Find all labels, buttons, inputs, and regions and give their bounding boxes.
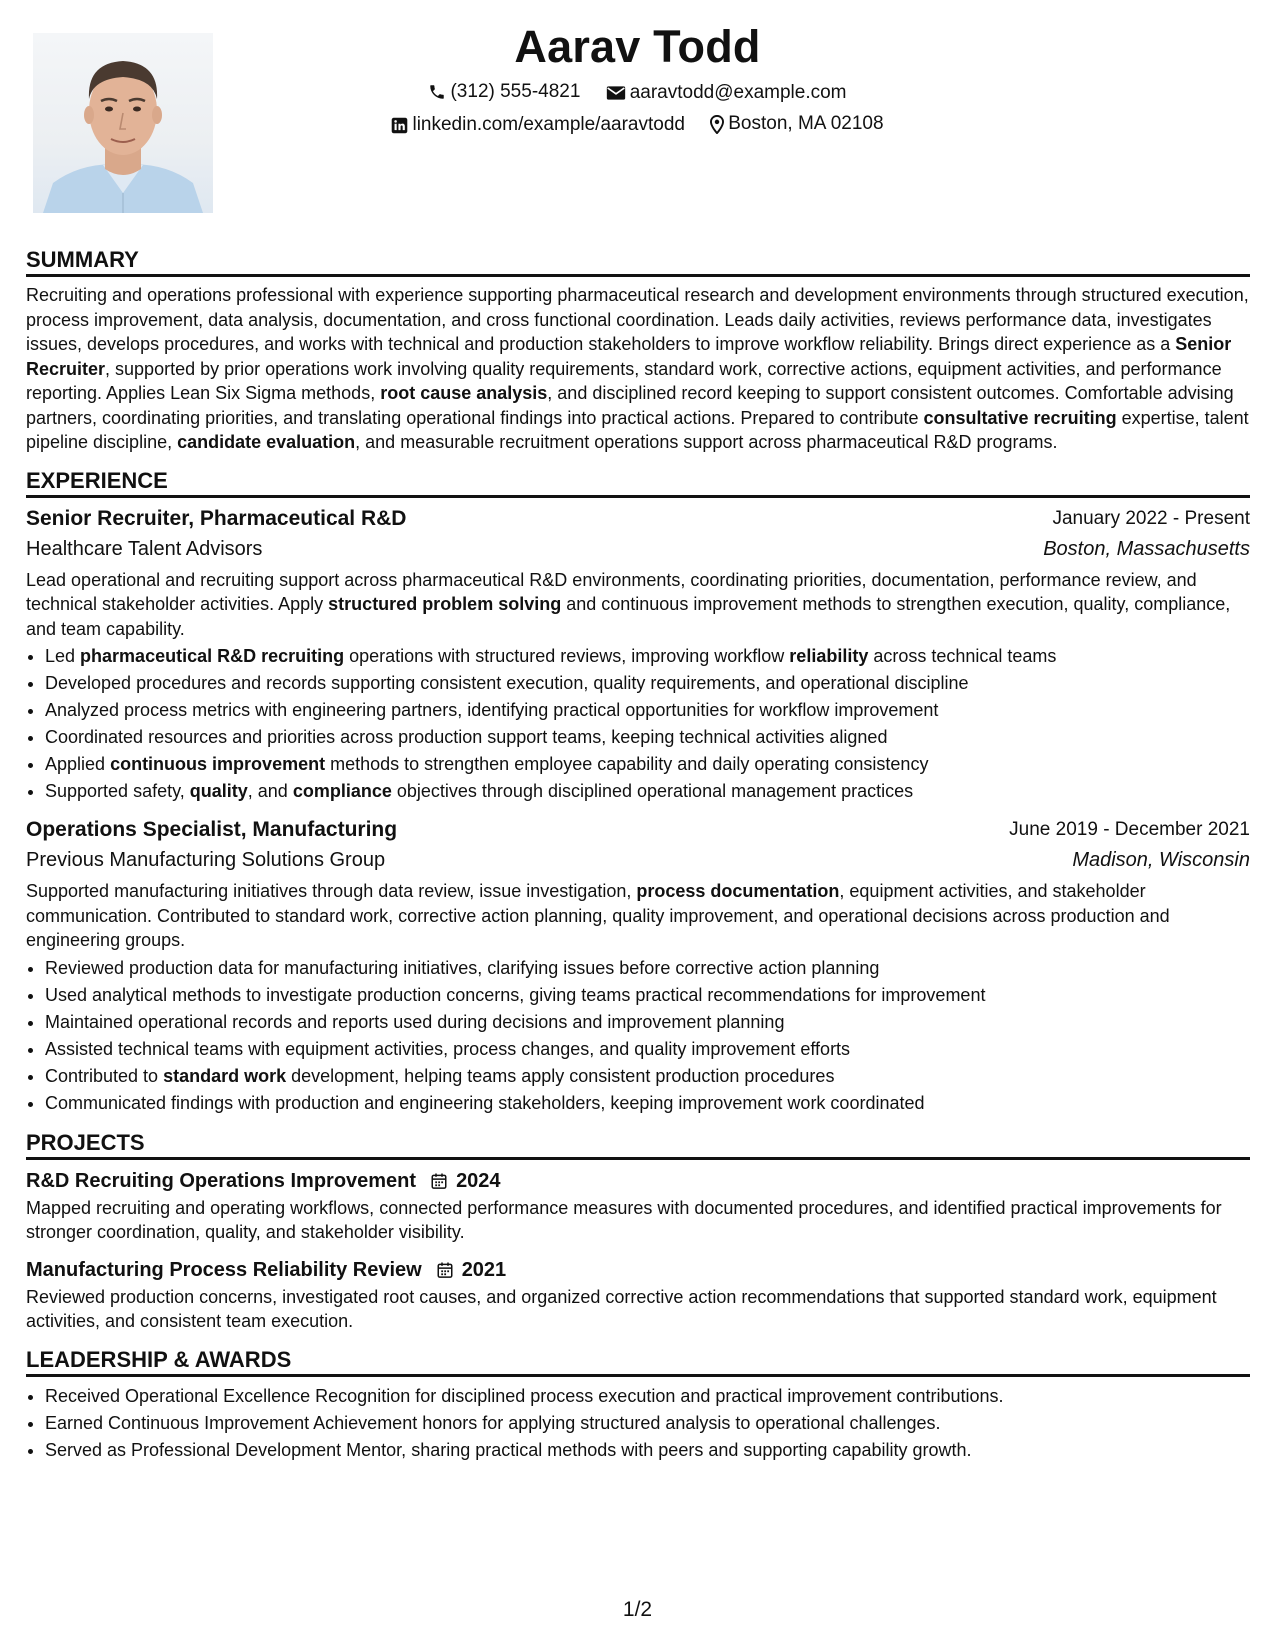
linkedin-text[interactable]: linkedin.com/example/aaravtodd <box>412 114 685 135</box>
linkedin-icon <box>391 117 408 134</box>
company-name: Healthcare Talent Advisors <box>26 537 263 560</box>
job-dates: January 2022 - Present <box>1052 507 1250 529</box>
list-item: • Developed procedures and records supporting consistent execution, quality requirements, and operational discipline <box>45 670 1250 697</box>
list-item: • Maintained operational records and reports used during decisions and improvement planning <box>45 1009 1250 1036</box>
location-text: Boston, MA 02108 <box>728 113 884 134</box>
job-location: Madison, Wisconsin <box>1072 849 1250 871</box>
job-description: Supported manufacturing initiatives through data review, issue investigation, process documentation, equipment activities, and stakeholder communication. Contributed to standard work, corrective action planning, quality improvement, and operational decisions across production and engineering groups. <box>26 881 1170 950</box>
project-name: Manufacturing Process Reliability Review <box>26 1258 422 1281</box>
phone-icon <box>428 83 446 101</box>
section-title-summary: SUMMARY <box>26 246 1250 277</box>
project-year: 2021 <box>461 1258 507 1281</box>
job-bullets <box>26 955 1250 1117</box>
section-title-awards: LEADERSHIP & AWARDS <box>26 1346 1250 1377</box>
job-title: Operations Specialist, Manufacturing <box>26 818 398 841</box>
project-date <box>430 1166 501 1196</box>
list-item: • Received Operational Excellence Recognition for disciplined process execution and practical improvement contributions. <box>45 1383 1250 1410</box>
project-header <box>26 1166 1250 1196</box>
phone-text: (312) 555-4821 <box>450 81 581 102</box>
candidate-name: Aarav Todd <box>514 21 761 72</box>
list-item: • Applied continuous improvement methods to strengthen employee capability and daily operating consistency <box>45 751 1250 778</box>
contact-row-primary <box>0 80 1275 108</box>
project-description: Reviewed production concerns, investigated root causes, and organized corrective action recommendations that supported standard work, equipment activities, and consistent team execution. <box>26 1286 1217 1331</box>
map-pin-icon <box>710 115 724 134</box>
email-contact[interactable] <box>606 81 847 105</box>
location-contact <box>710 112 883 136</box>
calendar-icon <box>430 1172 448 1190</box>
project-name: R&D Recruiting Operations Improvement <box>26 1169 417 1192</box>
calendar-icon <box>436 1261 454 1279</box>
job-bullets <box>26 643 1250 805</box>
resume-content <box>26 246 1250 1464</box>
job-title: Senior Recruiter, Pharmaceutical R&D <box>26 506 407 530</box>
list-item: • Earned Continuous Improvement Achievement honors for applying structured analysis to operational challenges. <box>45 1410 1250 1437</box>
job-location: Boston, Massachusetts <box>1043 537 1250 560</box>
project-date <box>436 1255 507 1285</box>
list-item: • Contributed to standard work development, helping teams apply consistent production procedures <box>45 1063 1250 1090</box>
list-item: • Served as Professional Development Mentor, sharing practical methods with peers and supporting capability growth. <box>45 1437 1250 1464</box>
list-item: • Used analytical methods to investigate production concerns, giving teams practical recommendations for improvement <box>45 982 1250 1009</box>
list-item: • Reviewed production data for manufacturing initiatives, clarifying issues before corrective action planning <box>45 955 1250 982</box>
job-dates: June 2019 - December 2021 <box>1009 819 1250 840</box>
list-item: • Supported safety, quality, and compliance objectives through disciplined operational management practices <box>45 778 1250 805</box>
project-year: 2024 <box>456 1169 501 1192</box>
section-title-experience: EXPERIENCE <box>26 467 1250 498</box>
list-item: • Communicated findings with production and engineering stakeholders, keeping improvement work coordinated <box>45 1090 1250 1117</box>
contact-row-secondary <box>0 112 1275 141</box>
list-item: • Assisted technical teams with equipment activities, process changes, and quality improvement efforts <box>45 1036 1250 1063</box>
company-name: Previous Manufacturing Solutions Group <box>26 849 386 871</box>
job-entry <box>26 815 1250 1117</box>
list-item: • Coordinated resources and priorities across production support teams, keeping technical activities aligned <box>45 724 1250 751</box>
summary-paragraph: Recruiting and operations professional with experience supporting pharmaceutical research and development environments through structured execution, process improvement, data analysis, documentation, and cross functional coordination. Leads daily activities, reviews performance data, investigates issues, develops procedures, and works with technical and production stakeholders to improve workflow reliability. Brings direct experience as a Senior Recruiter, supported by prior operations work involving quality requirements, standard work, corrective actions, equipment activities, and performance reporting. Applies Lean Six Sigma methods, root cause analysis, and disciplined record keeping to support consistent outcomes. Comfortable advising partners, coordinating priorities, and translating operational findings into practical actions. Prepared to contribute consultative recruiting expertise, talent pipeline discipline, candidate evaluation, and measurable recruitment operations support across pharmaceutical R&D programs. <box>26 285 1249 452</box>
page-number: 1/2 <box>622 1598 653 1621</box>
phone-contact <box>428 80 580 104</box>
email-text[interactable]: aaravtodd@example.com <box>629 82 847 103</box>
project-header <box>26 1255 1250 1285</box>
linkedin-contact[interactable] <box>391 113 685 137</box>
list-item: • Analyzed process metrics with engineering partners, identifying practical opportunities for workflow improvement <box>45 697 1250 724</box>
job-entry <box>26 504 1250 806</box>
envelope-icon <box>606 85 626 101</box>
awards-list <box>26 1383 1250 1464</box>
project-description: Mapped recruiting and operating workflows, connected performance measures with documented procedures, and identified practical improvements for stronger coordination, quality, and stakeholder visibility. <box>26 1197 1222 1242</box>
section-title-projects: PROJECTS <box>26 1129 1250 1160</box>
job-description: Lead operational and recruiting support across pharmaceutical R&D environments, coordinating priorities, documentation, performance review, and technical stakeholder activities. Apply structured problem solving and continuous improvement methods to strengthen execution, quality, compliance, and team capability. <box>26 569 1231 639</box>
list-item: • Led pharmaceutical R&D recruiting operations with structured reviews, improving workflow reliability across technical teams <box>45 643 1250 670</box>
